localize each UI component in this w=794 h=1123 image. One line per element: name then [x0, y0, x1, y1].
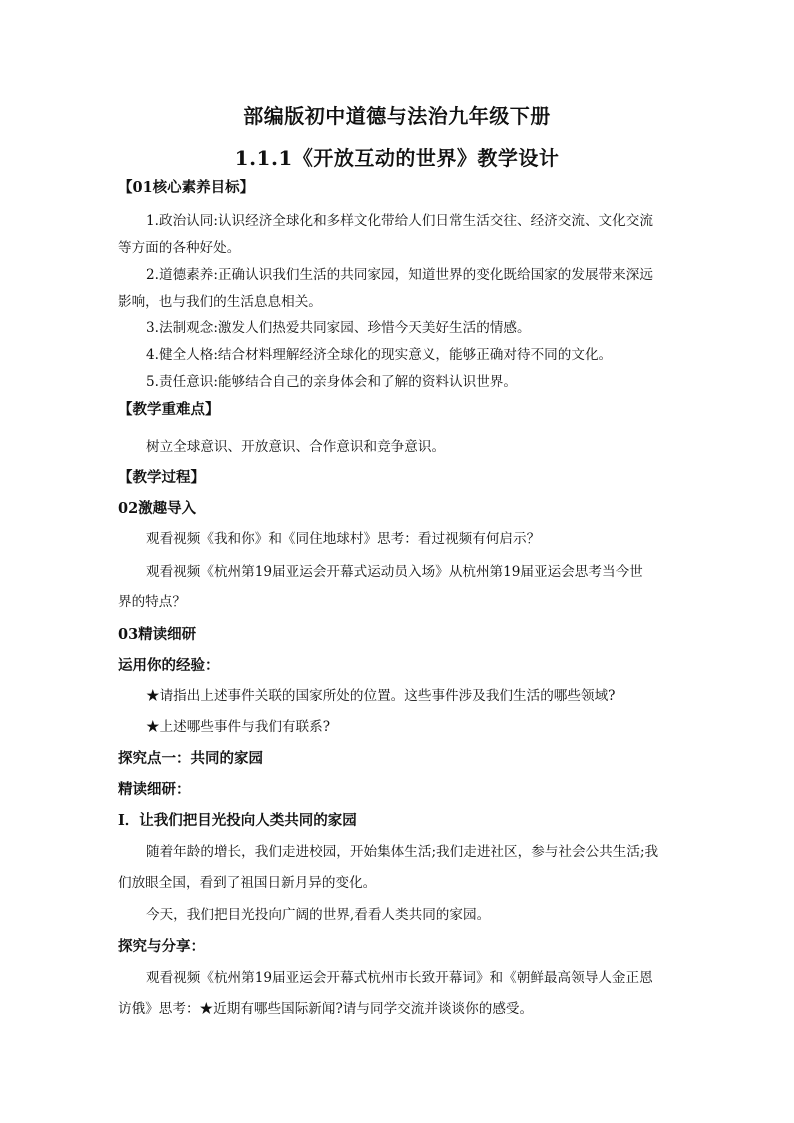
section-heading-process: 【教学过程】 [118, 469, 205, 486]
objective-1-line-2: 等方面的各种好处。 [118, 240, 241, 256]
subsection-intro: 02激趣导入 [118, 500, 197, 517]
objective-4: 4.健全人格:结合材料理解经济全球化的现实意义，能够正确对待不同的文化。 [146, 347, 613, 363]
share-para-line-2: 访俄》思考：★近期有哪些国际新闻?请与同学交流并谈谈你的感受。 [118, 1001, 534, 1017]
section-heading-key-points: 【教学重难点】 [118, 401, 220, 418]
close-reading-label: 精读细研： [118, 781, 191, 798]
inquiry-point-1-heading: 探究点一：共同的家园 [118, 750, 263, 767]
objective-3: 3.法制观念:激发人们热爱共同家园、珍惜今天美好生活的情感。 [146, 320, 531, 336]
intro-para-1: 观看视频《我和你》和《同住地球村》思考：看过视频有何启示？ [146, 531, 541, 547]
document-subtitle: 1.1.1《开放互动的世界》教学设计 [234, 146, 560, 170]
objective-2-line-2: 影响，也与我们的生活息息相关。 [118, 294, 322, 310]
intro-para-2-line-2: 界的特点？ [118, 594, 186, 610]
experience-question-2: ★上述哪些事件与我们有联系? [146, 719, 331, 735]
part-1-para-2: 今天，我们把目光投向广阔的世界,看看人类共同的家园。 [146, 907, 491, 923]
key-points-text: 树立全球意识、开放意识、合作意识和竞争意识。 [146, 439, 446, 455]
part-1-heading: Ⅰ．让我们把目光投向人类共同的家园 [118, 812, 357, 829]
objective-1-line-1: 1.政治认同:认识经济全球化和多样文化带给人们日常生活交往、经济交流、文化交流 [146, 213, 653, 229]
part-1-para-1-line-1: 随着年龄的增长，我们走进校园，开始集体生活;我们走进社区，参与社会公共生活;我 [146, 844, 659, 860]
intro-para-2-line-1: 观看视频《杭州第19届亚运会开幕式运动员入场》从杭州第19届亚运会思考当今世 [146, 564, 643, 580]
subsection-close-reading: 03精读细研 [118, 626, 197, 643]
share-para-line-1: 观看视频《杭州第19届亚运会开幕式杭州市长致开幕词》和《朝鲜最高领导人金正恩 [146, 970, 653, 986]
objective-2-line-1: 2.道德素养:正确认识我们生活的共同家园，知道世界的变化既给国家的发展带来深远 [146, 267, 653, 283]
document-title: 部编版初中道德与法治九年级下册 [243, 104, 551, 128]
explore-share-heading: 探究与分享： [118, 938, 205, 955]
part-1-para-1-line-2: 们放眼全国，看到了祖国日新月异的变化。 [118, 875, 377, 891]
objective-5: 5.责任意识:能够结合自己的亲身体会和了解的资料认识世界。 [146, 374, 517, 390]
use-experience-heading: 运用你的经验： [118, 657, 220, 674]
experience-question-1: ★请指出上述事件关联的国家所处的位置。这些事件涉及我们生活的哪些领域? [146, 688, 616, 704]
section-heading-objectives: 【01核心素养目标】 [118, 179, 255, 196]
